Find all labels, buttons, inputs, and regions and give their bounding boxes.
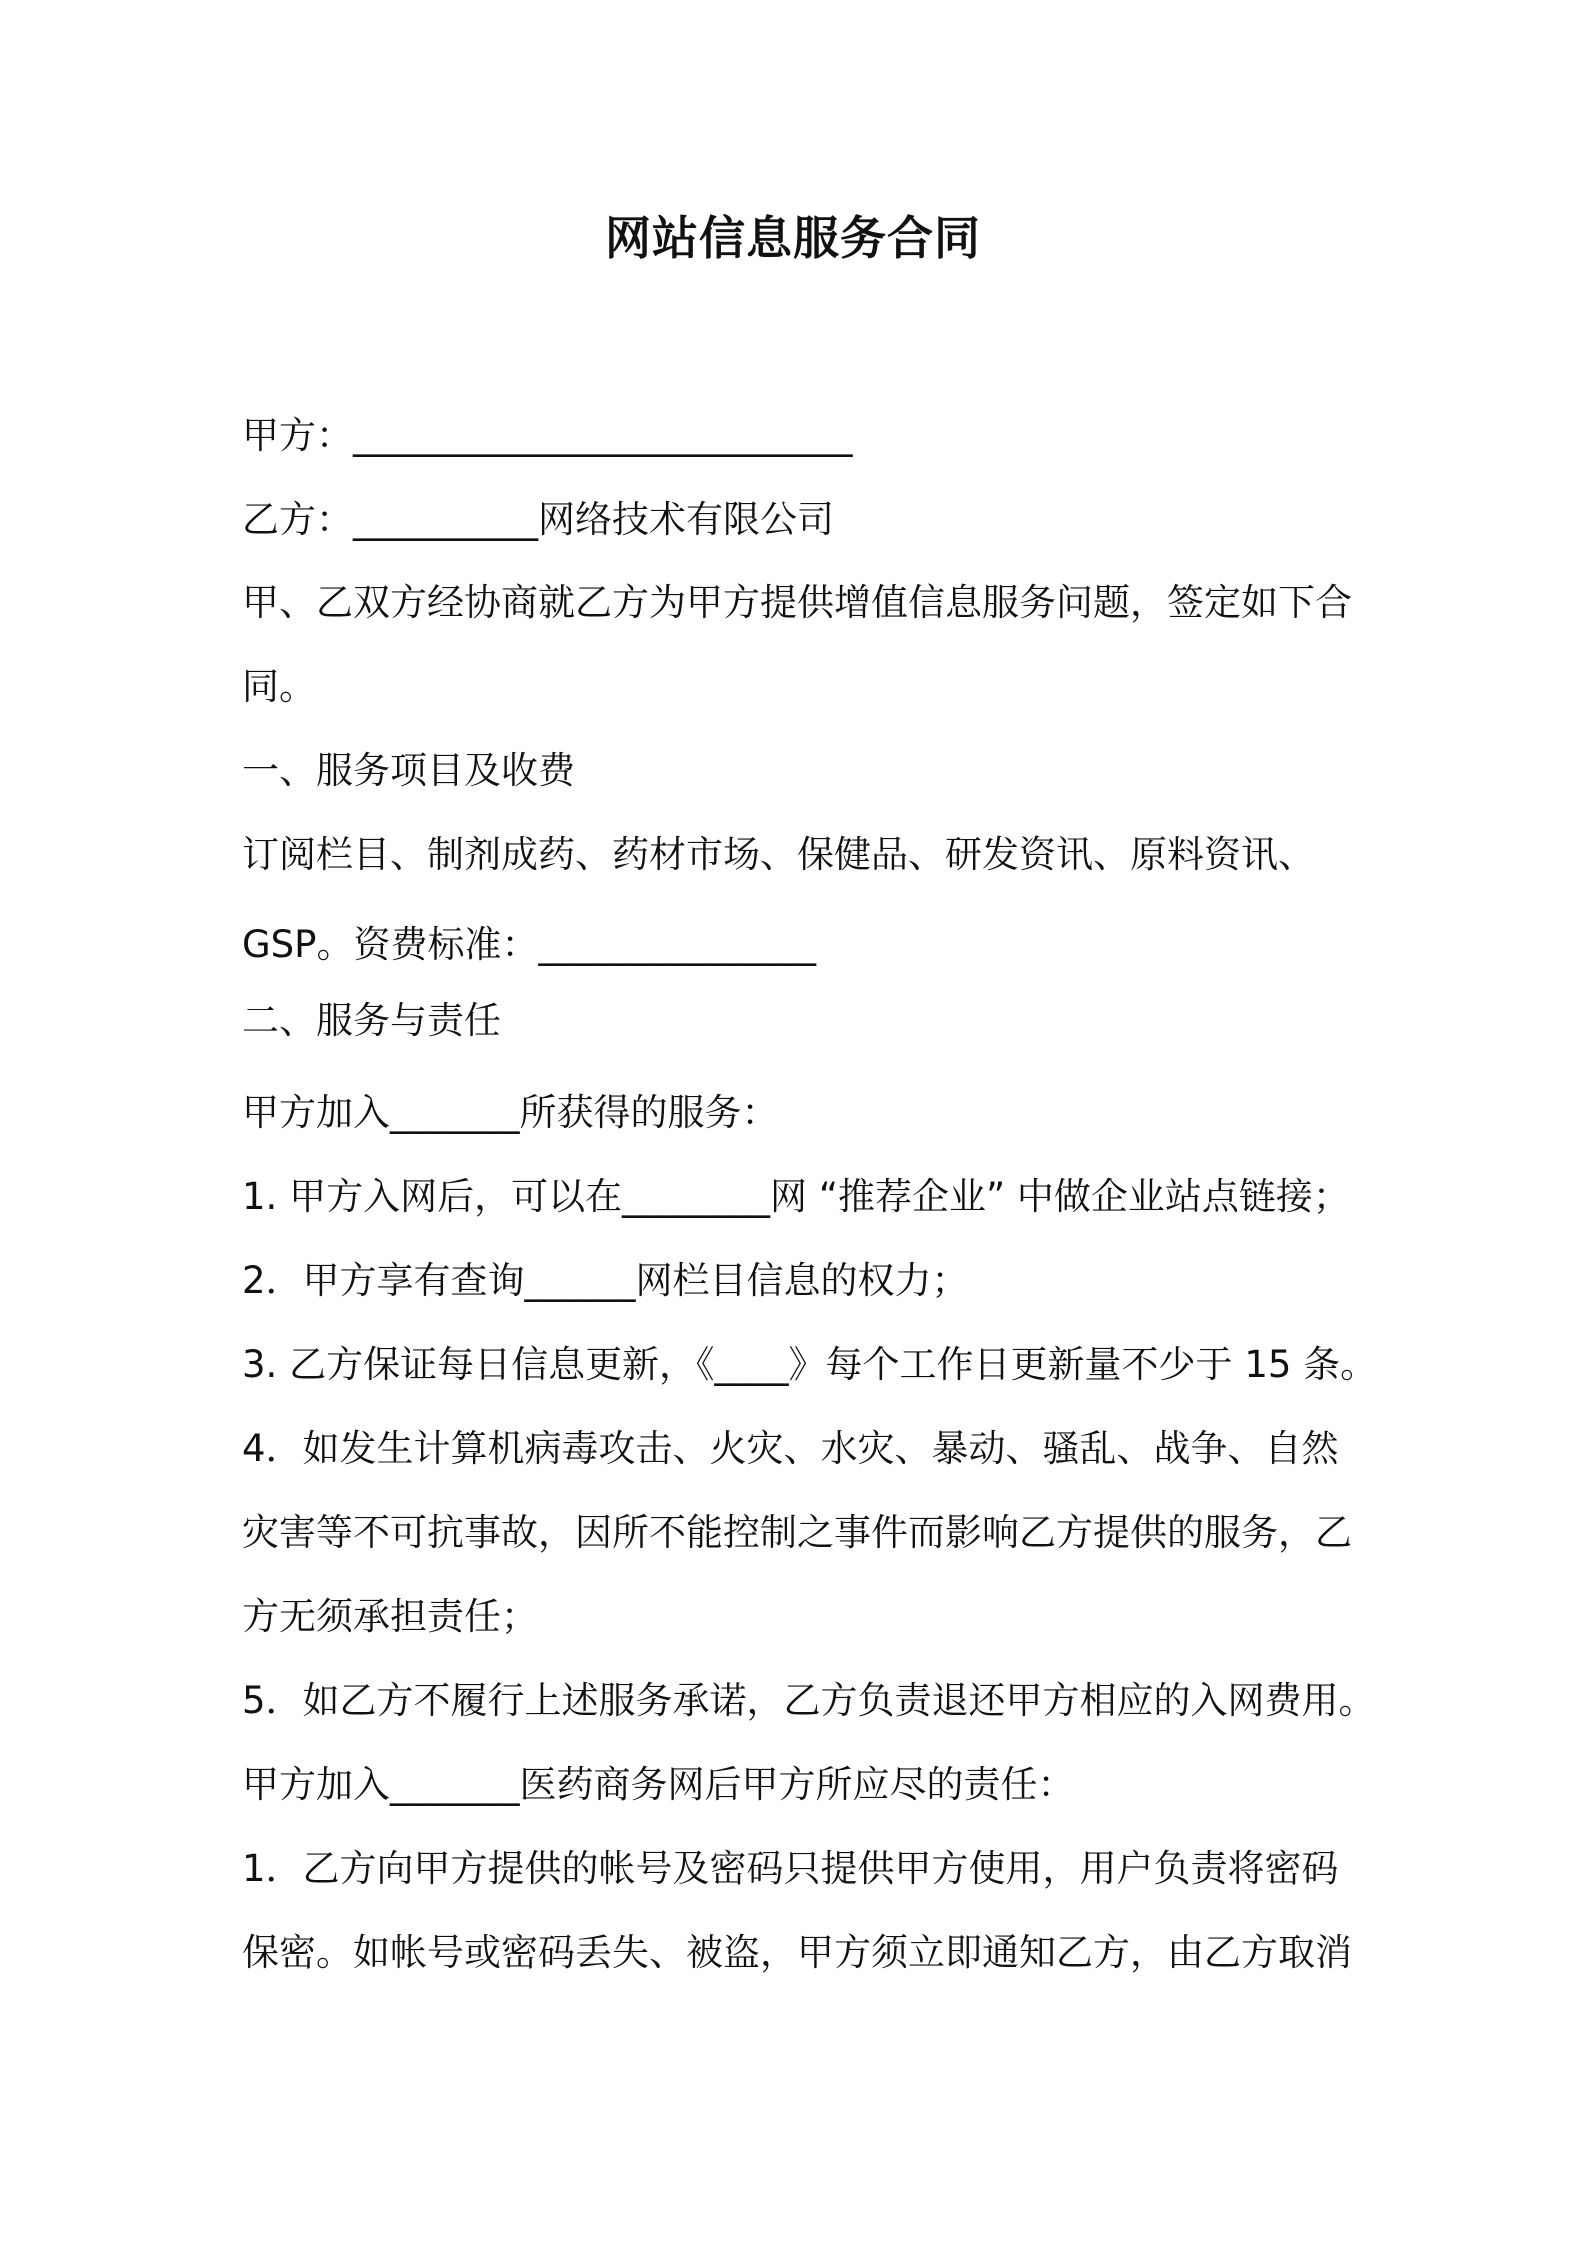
service-clause-4-line-3: 方无须承担责任；: [242, 1595, 538, 1638]
section-heading-2: 二、服务与责任: [242, 999, 501, 1042]
responsibility-clause-1-line-2: 保密。如帐号或密码丢失、被盗，甲方须立即通知乙方，由乙方取消: [242, 1931, 1352, 1974]
service-clause-3: 3. 乙方保证每日信息更新，《____》每个工作日更新量不少于 15 条。: [242, 1343, 1378, 1386]
document-title: 网站信息服务合同: [605, 211, 981, 265]
service-clause-4-line-2: 灾害等不可抗事故，因所不能控制之事件而影响乙方提供的服务，乙: [242, 1511, 1352, 1554]
service-clause-1: 1. 甲方入网后，可以在________网 “推荐企业” 中做企业站点链接；: [242, 1175, 1350, 1218]
service-items-line-2: GSP。资费标准：_______________: [242, 923, 816, 966]
service-clause-2: 2．甲方享有查询______网栏目信息的权力；: [242, 1259, 969, 1302]
party-a-line: 甲方：___________________________: [242, 414, 853, 457]
services-intro-line: 甲方加入_______所获得的服务：: [242, 1091, 779, 1134]
responsibilities-intro-line: 甲方加入_______医药商务网后甲方所应尽的责任：: [242, 1763, 1075, 1806]
section-heading-1: 一、服务项目及收费: [242, 749, 575, 792]
service-clause-5: 5．如乙方不履行上述服务承诺，乙方负责退还甲方相应的入网费用。: [242, 1679, 1376, 1722]
intro-line-1: 甲、乙双方经协商就乙方为甲方提供增值信息服务问题，签定如下合: [242, 581, 1352, 624]
party-b-line: 乙方：__________网络技术有限公司: [242, 498, 834, 541]
intro-line-2: 同。: [242, 665, 316, 708]
service-clause-4-line-1: 4．如发生计算机病毒攻击、火灾、水灾、暴动、骚乱、战争、自然: [242, 1427, 1339, 1470]
service-items-line-1: 订阅栏目、制剂成药、药材市场、保健品、研发资讯、原料资讯、: [242, 833, 1315, 876]
responsibility-clause-1-line-1: 1．乙方向甲方提供的帐号及密码只提供甲方使用，用户负责将密码: [242, 1847, 1339, 1890]
